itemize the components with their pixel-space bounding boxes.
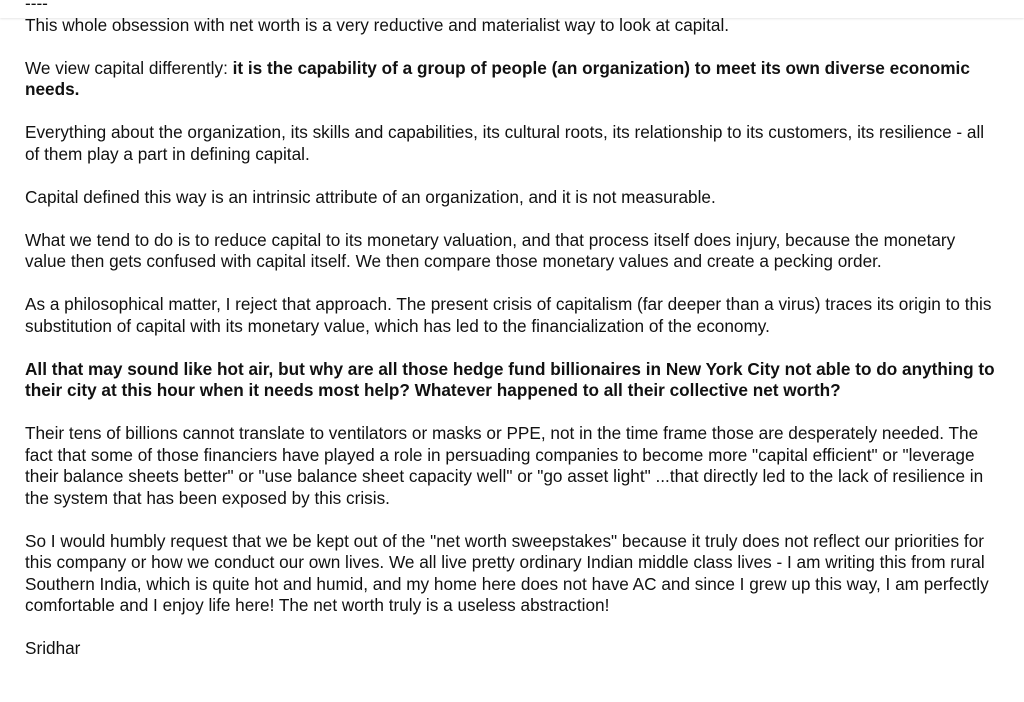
email-body xyxy=(25,0,1000,660)
paragraph-philosophical-matter xyxy=(25,294,1000,337)
paragraph-text: Their tens of billions cannot translate to ventilators or masks or PPE, not in the time frame those are desperately needed. The fact that some of those financiers have played a role in persuading companies to become more "capital efficient" or "leverage their balance sheets better" or "use balance sheet capacity well" or "go asset light" ...that directly led to the lack of resilience in the system that has been exposed by this crisis. xyxy=(25,423,984,508)
paragraph-text: What we tend to do is to reduce capital to its monetary valuation, and that process itself does injury, because the monetary value then gets confused with capital itself. We then compare those monetary values and create a pecking order. xyxy=(25,229,956,271)
paragraph-bold-text: it is the capability of a group of people (an organization) to meet its own diverse economic needs. xyxy=(25,57,970,99)
paragraph-hedge-fund-question xyxy=(25,359,1000,402)
paragraph-text: Capital defined this way is an intrinsic attribute of an organization, and it is not measurable. xyxy=(25,186,716,207)
paragraph-text: We view capital differently: xyxy=(25,57,233,78)
paragraph-bold-text: All that may sound like hot air, but why are all those hedge fund billionaires in New York City not able to do anything to their city at this hour when it needs most help? Whatever happened to all their collective net worth? xyxy=(25,358,995,400)
paragraph-text: Everything about the organization, its skills and capabilities, its cultural roots, its relationship to its customers, its resilience - all of them play a part in defining capital. xyxy=(25,122,985,164)
paragraph-capital-definition xyxy=(25,58,1000,101)
paragraph-net-worth-sweepstakes xyxy=(25,531,1000,617)
paragraph-not-measurable xyxy=(25,187,1000,209)
paragraph-tens-of-billions xyxy=(25,423,1000,509)
paragraph-net-worth-obsession xyxy=(25,15,1000,37)
separator-line: ---- xyxy=(25,0,48,13)
paragraph-text: As a philosophical matter, I reject that approach. The present crisis of capitalism (far deeper than a virus) traces its origin to this substitution of capital with its monetary value, which has led to the financialization of the economy. xyxy=(25,294,992,336)
paragraph-text: This whole obsession with net worth is a very reductive and materialist way to look at capital. xyxy=(25,14,730,35)
paragraph-organization-attributes xyxy=(25,122,1000,165)
signature: Sridhar xyxy=(25,638,81,658)
paragraph-text: So I would humbly request that we be kept out of the "net worth sweepstakes" because it truly does not reflect our priorities for this company or how we conduct our own lives. We all live pretty ordinary Indian middle class lives - I am writing this from rural Southern India, which is quite hot and humid, and my home here does not have AC and since I grew up this way, I am perfectly comfortable and I enjoy life here! The net worth truly is a useless abstraction! xyxy=(25,530,989,615)
paragraph-monetary-valuation xyxy=(25,230,1000,273)
